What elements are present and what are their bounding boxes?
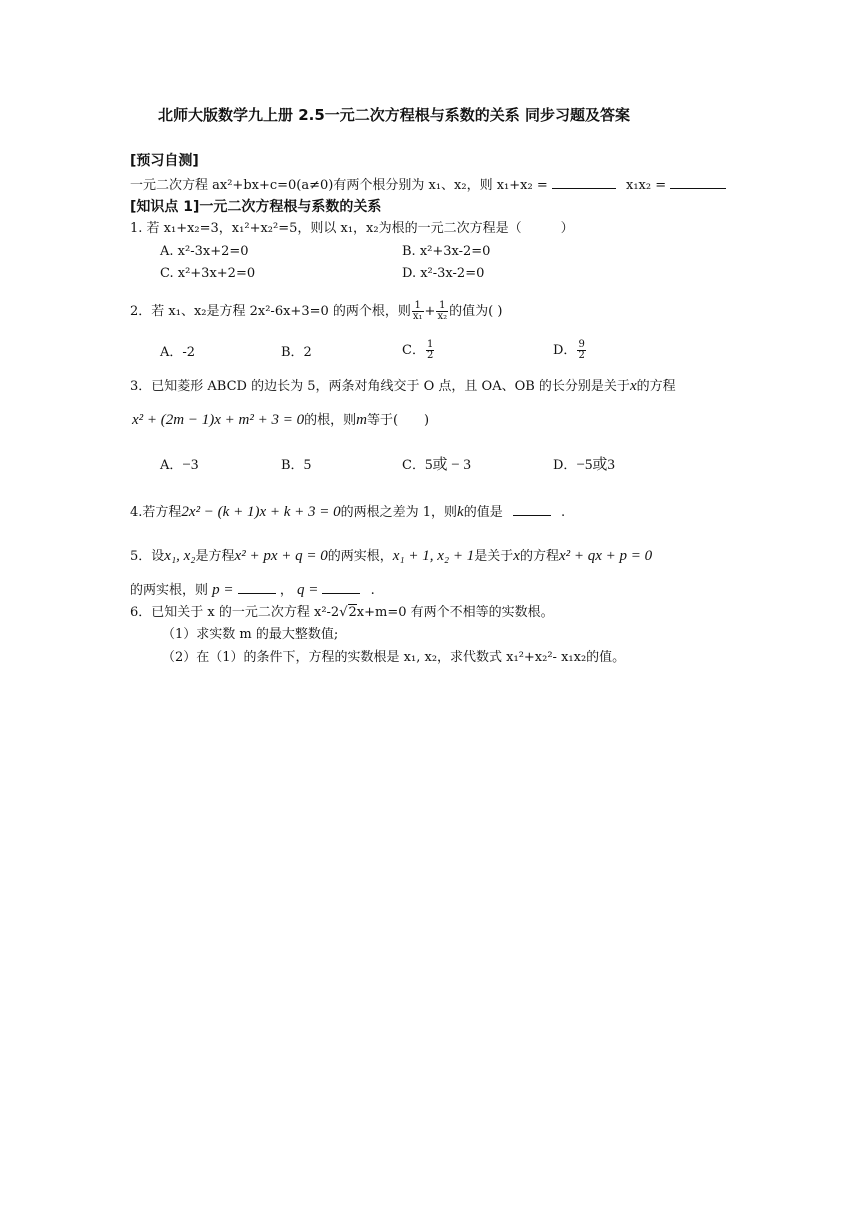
fraction-nine-halves xyxy=(577,340,585,361)
q3-line-1 xyxy=(130,378,676,395)
frac-num: 1 xyxy=(436,301,448,312)
q5-text: 是方程 xyxy=(195,549,235,564)
q5-text: 是关于 xyxy=(474,549,514,564)
frac-num: 1 xyxy=(412,301,424,312)
option-label: D． xyxy=(553,343,577,358)
var-k: k xyxy=(457,504,464,520)
q2-option-a: A．-2 xyxy=(160,345,196,360)
q5-line-1 xyxy=(130,548,652,565)
q2-option-c xyxy=(402,340,435,362)
q4-text-mid: 的两根之差为 1，则 xyxy=(340,505,458,520)
var-x: x xyxy=(629,378,637,394)
option-label: B． xyxy=(281,458,304,473)
q3-option-d xyxy=(553,457,615,474)
q2-option-b: B．2 xyxy=(281,345,312,360)
q3-text-end: 的方程 xyxy=(636,379,676,394)
sqrt-radicand: 2 xyxy=(348,605,357,620)
page-title: 北师大版数学九上册 2.5一元二次方程根与系数的关系 同步习题及答案 xyxy=(158,106,631,124)
fraction-one-half xyxy=(426,340,434,361)
product-label: x₁x₂ = xyxy=(626,178,667,193)
option-value: 5 xyxy=(303,457,312,473)
q5-text: 的两实根， xyxy=(327,549,393,564)
q1-option-c: C. x²+3x+2=0 xyxy=(160,266,256,281)
q4-equation: 2x² − (k + 1)x + k + 3 = 0 xyxy=(181,504,341,520)
fraction-1-over-x2 xyxy=(436,301,448,322)
q5-text: 5．设 xyxy=(130,549,165,564)
q1-option-d: D. x²-3x-2=0 xyxy=(402,266,485,281)
section-heading: [知识点 1]一元二次方程根与系数的关系 xyxy=(130,199,382,215)
q2-option-d xyxy=(553,340,587,362)
q-blank xyxy=(322,581,360,594)
q3-line-2 xyxy=(132,412,429,429)
q6-text: 6．已知关于 x 的一元二次方程 x²-2 xyxy=(130,605,340,620)
q2-stem-text: 2．若 x₁、x₂是方程 2x²-6x+3=0 的两个根，则 xyxy=(130,304,411,319)
q2-stem-end: 的值为( ) xyxy=(449,304,503,319)
q6-text-end: x+m=0 有两个不相等的实数根。 xyxy=(356,605,554,620)
answer-blank xyxy=(513,503,551,516)
q4-text: 4.若方程 xyxy=(130,505,182,520)
option-label: D． xyxy=(553,458,577,473)
q1-stem: 1. 若 x₁+x₂=3，x₁²+x₂²=5，则以 x₁，x₂为根的一元二次方程是（ ） xyxy=(130,221,574,236)
option-label: C． xyxy=(402,343,425,358)
option-label: C． xyxy=(402,458,425,473)
q3-option-a xyxy=(160,457,198,474)
q-label: q = xyxy=(296,582,319,598)
q5-roots: x₁, x₂ xyxy=(164,548,196,564)
frac-den: x₁ xyxy=(412,311,423,322)
sum-blank xyxy=(552,176,616,189)
frac-num: 1 xyxy=(426,339,434,350)
q4-text-end: 的值是 xyxy=(463,505,503,520)
q1-option-b: B. x²+3x-2=0 xyxy=(402,244,491,259)
q5-equation-1: x² + px + q = 0 xyxy=(234,548,328,564)
var-x: x xyxy=(513,548,520,564)
product-blank xyxy=(670,176,726,189)
q3-text: 的根，则 xyxy=(304,413,357,428)
q5-text: 的方程 xyxy=(519,549,559,564)
preview-text: 一元二次方程 ax²+bx+c=0(a≠0)有两个根分别为 x₁、x₂，则 x₁+x₂ = xyxy=(130,178,548,193)
separator: ， xyxy=(279,583,293,598)
q6-part-2: （2）在（1）的条件下，方程的实数根是 x₁, x₂，求代数式 x₁²+x₂²- x₁x₂的值。 xyxy=(162,650,626,665)
q3-text: 3．已知菱形 ABCD 的边长为 5，两条对角线交于 O 点，且 OA、OB 的长分别是关于 xyxy=(130,379,630,394)
period: . xyxy=(561,505,566,520)
q5-text: 的两实根，则 xyxy=(130,583,209,598)
fraction-1-over-x1 xyxy=(412,301,424,322)
q5-roots-shifted: x₁ + 1, x₂ + 1 xyxy=(392,548,475,564)
plus-sign: + xyxy=(424,304,436,319)
frac-num: 9 xyxy=(578,339,585,350)
preview-line xyxy=(130,176,726,194)
frac-den: x₂ xyxy=(437,311,448,322)
option-value: −3 xyxy=(182,457,199,473)
q5-equation-2: x² + qx + p = 0 xyxy=(558,548,653,564)
q3-text-end: 等于( ) xyxy=(366,413,430,428)
p-blank xyxy=(238,581,276,594)
option-value: 5或 − 3 xyxy=(424,457,471,473)
preview-heading: [预习自测] xyxy=(130,153,199,169)
p-label: p = xyxy=(212,582,234,598)
option-label: A． xyxy=(160,458,183,473)
option-value: −5或3 xyxy=(576,457,615,473)
period: . xyxy=(370,583,375,598)
frac-den: 2 xyxy=(426,350,434,361)
q3-equation: x² + (2m − 1)x + m² + 3 = 0 xyxy=(132,412,305,428)
q1-option-a: A. x²-3x+2=0 xyxy=(160,244,249,259)
q6-part-1: （1）求实数 m 的最大整数值; xyxy=(162,627,339,642)
sqrt-symbol: √ xyxy=(339,605,348,620)
q4-stem xyxy=(130,503,565,521)
q2-stem xyxy=(130,301,502,323)
q6-stem xyxy=(130,605,554,621)
q3-option-c xyxy=(402,457,471,474)
frac-den: 2 xyxy=(578,350,585,361)
q3-option-b xyxy=(281,457,311,474)
var-m: m xyxy=(356,412,367,428)
q5-line-2 xyxy=(130,581,375,599)
